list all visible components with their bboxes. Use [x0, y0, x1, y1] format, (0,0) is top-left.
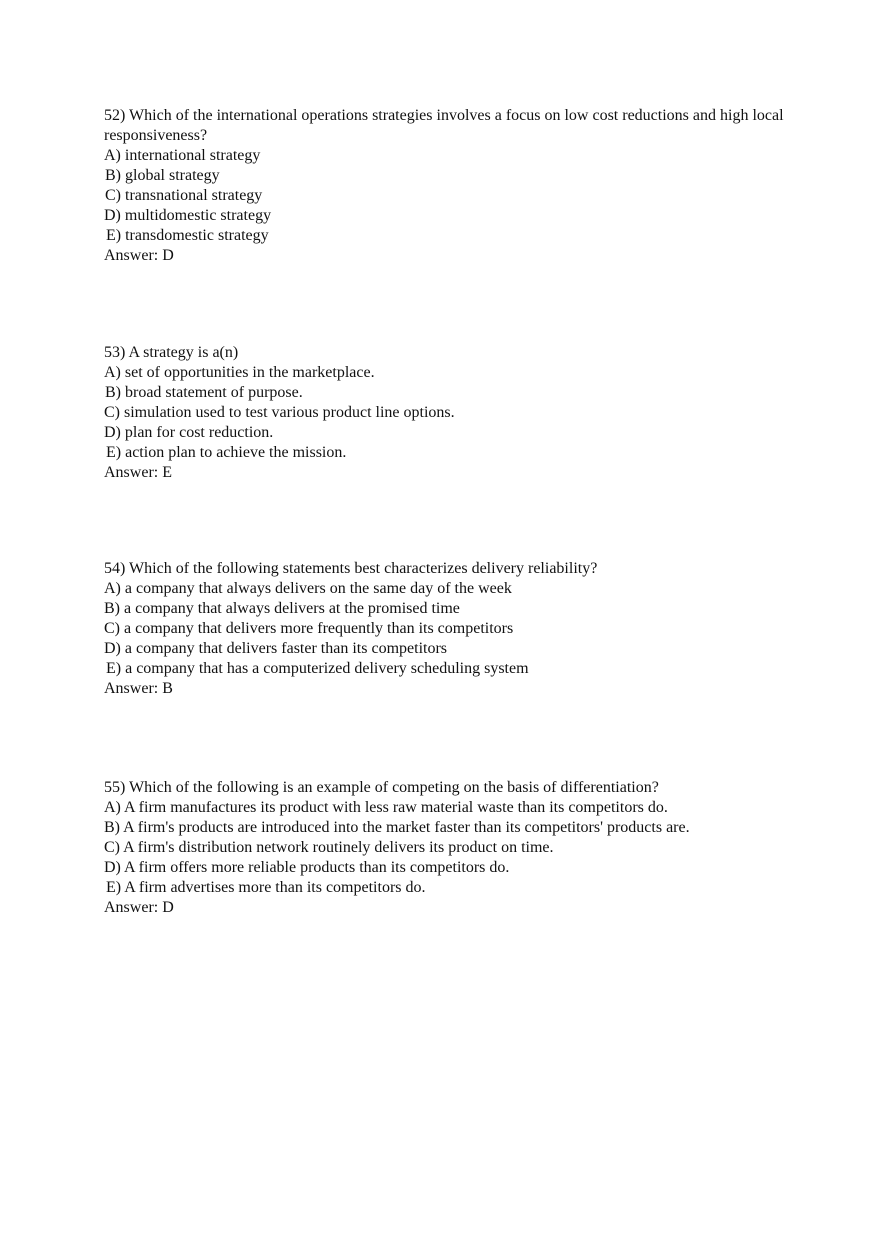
- question-54: [104, 559, 784, 699]
- option-e: E) action plan to achieve the mission.: [106, 444, 347, 461]
- question-stem: 52) Which of the international operations strategies involves a focus on low cost reductions and high local responsiveness?: [104, 107, 784, 144]
- question-55: [104, 778, 784, 918]
- option-c: C) transnational strategy: [105, 187, 263, 204]
- option-e: E) a company that has a computerized delivery scheduling system: [106, 660, 529, 677]
- question-52: [104, 106, 784, 266]
- option-c: C) a company that delivers more frequently than its competitors: [104, 620, 514, 637]
- answer: Answer: D: [104, 247, 174, 264]
- answer: Answer: E: [104, 464, 172, 481]
- option-e: E) A firm advertises more than its competitors do.: [106, 879, 426, 896]
- question-stem: 55) Which of the following is an example of competing on the basis of differentiation?: [104, 779, 659, 796]
- option-b: B) global strategy: [105, 167, 220, 184]
- option-b: B) broad statement of purpose.: [105, 384, 303, 401]
- option-e: E) transdomestic strategy: [106, 227, 269, 244]
- option-b: B) a company that always delivers at the promised time: [104, 600, 460, 617]
- option-d: D) a company that delivers faster than its competitors: [104, 640, 448, 657]
- question-stem: 53) A strategy is a(n): [104, 344, 239, 361]
- option-a: A) A firm manufactures its product with less raw material waste than its competitors do.: [104, 799, 668, 816]
- option-d: D) A firm offers more reliable products than its competitors do.: [104, 859, 510, 876]
- answer: Answer: B: [104, 680, 173, 697]
- question-53: [104, 343, 784, 483]
- answer: Answer: D: [104, 899, 174, 916]
- option-b: B) A firm's products are introduced into the market faster than its competitors' products are.: [104, 819, 690, 836]
- option-d: D) multidomestic strategy: [104, 207, 272, 224]
- option-c: C) simulation used to test various product line options.: [104, 404, 455, 421]
- option-a: A) international strategy: [104, 147, 261, 164]
- option-c: C) A firm's distribution network routinely delivers its product on time.: [104, 839, 554, 856]
- option-a: A) set of opportunities in the marketplace.: [104, 364, 375, 381]
- option-a: A) a company that always delivers on the same day of the week: [104, 580, 512, 597]
- option-d: D) plan for cost reduction.: [104, 424, 274, 441]
- question-stem: 54) Which of the following statements best characterizes delivery reliability?: [104, 560, 598, 577]
